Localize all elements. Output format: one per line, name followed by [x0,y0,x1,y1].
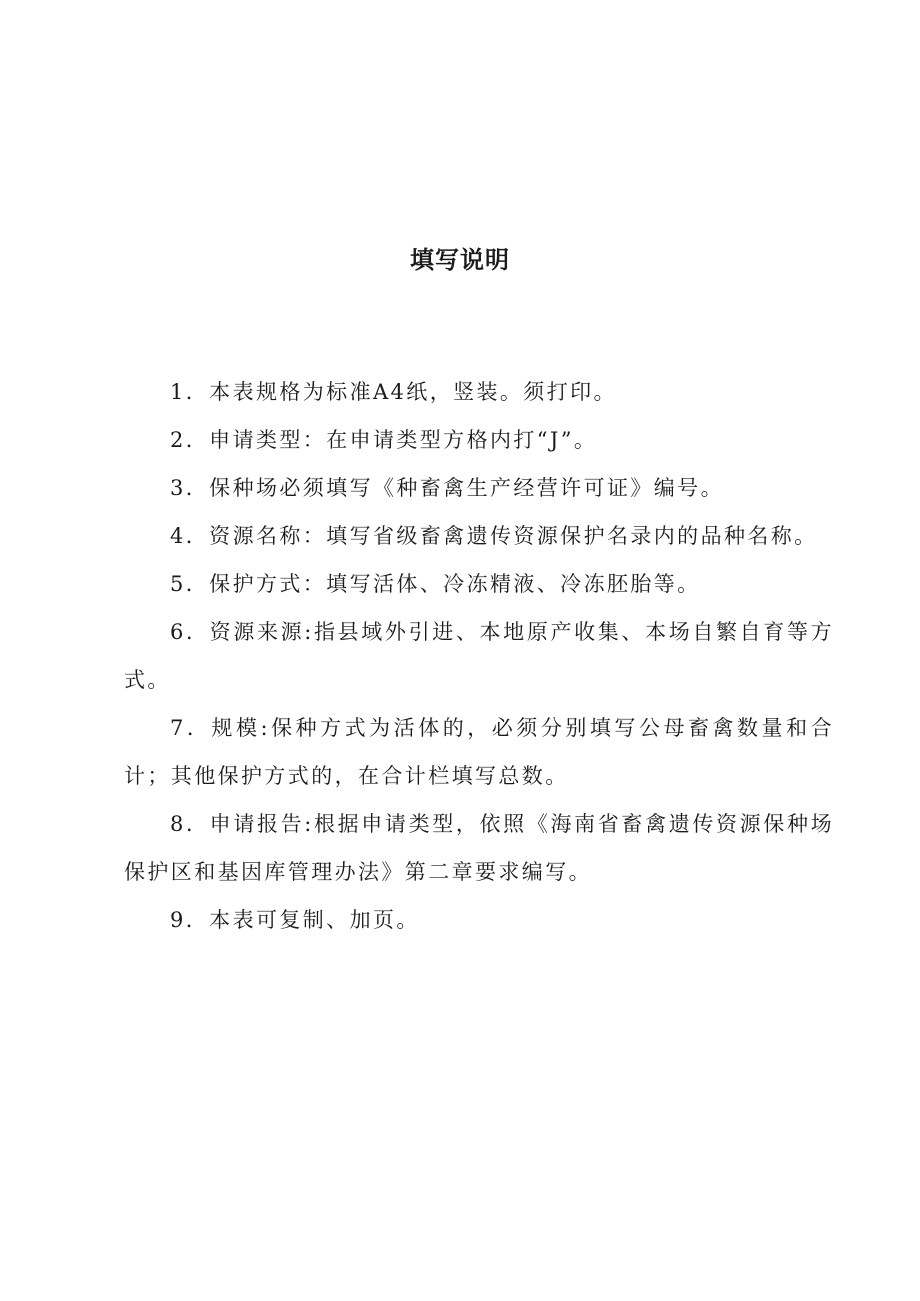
instruction-item-7 [124,704,834,800]
item-text: 资源来源:指县域外引进、本地原产收集、本场自繁自育等方式。 [124,620,835,692]
item-text: 申请类型：在申请类型方格内打“J”。 [209,428,598,452]
instruction-item-3 [124,464,834,512]
instruction-item-6 [124,608,834,704]
item-text: 保种场必须填写《种畜禽生产经营许可证》编号。 [209,476,724,500]
item-number: 3． [170,476,210,500]
instruction-item-8 [124,800,834,896]
instruction-item-9 [124,896,834,944]
item-number: 2． [170,428,210,452]
item-text: 申请报告:根据申请类型，依照《海南省畜禽遗传资源保种场保护区和基因库管理办法》第二章要求编写。 [124,812,835,884]
item-text: 本表可复制、加页。 [209,908,420,932]
item-number: 5． [170,572,210,596]
item-text: 保护方式：填写活体、冷冻精液、冷冻胚胎等。 [209,572,701,596]
instruction-item-5 [124,560,834,608]
item-number: 1． [170,380,210,404]
item-number: 4． [170,524,210,548]
item-number: 9． [170,908,210,932]
instruction-item-4 [124,512,834,560]
item-number: 6． [170,620,210,644]
item-text: 本表规格为标准A4纸，竖装。须打印。 [209,380,617,404]
instruction-item-1 [124,368,834,416]
page-title: 填写说明 [410,246,510,274]
item-text: 资源名称：填写省级畜禽遗传资源保护名录内的品种名称。 [209,524,818,548]
item-number: 7． [170,716,212,740]
instruction-item-2 [124,416,834,464]
item-number: 8． [170,812,210,836]
item-text: 规模:保种方式为活体的，必须分别填写公母畜禽数量和合计；其他保护方式的，在合计栏填写总数。 [124,716,834,788]
instruction-list [124,368,834,944]
